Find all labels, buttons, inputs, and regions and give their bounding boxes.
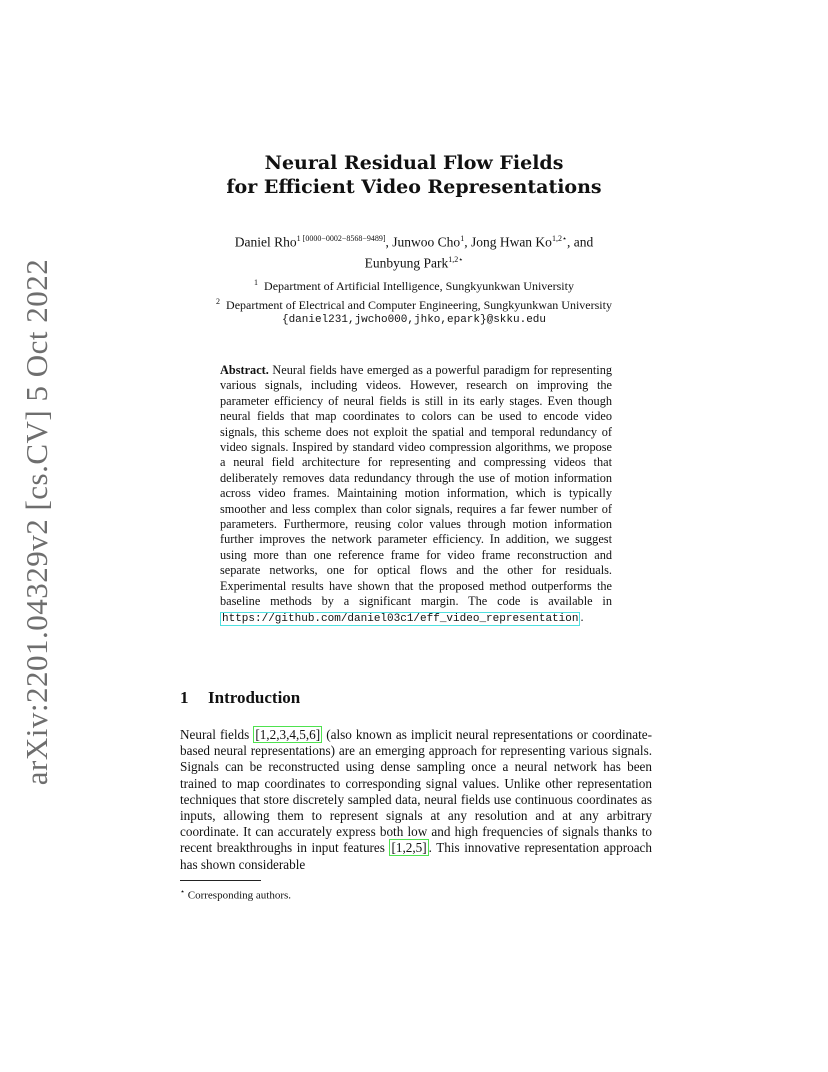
footnote-text: Corresponding authors. bbox=[185, 889, 292, 902]
intro-text: . This innovative representation approach has shown considerable bbox=[180, 840, 652, 872]
abstract bbox=[220, 363, 612, 627]
abstract-label: Abstract. bbox=[220, 363, 269, 377]
section-heading bbox=[180, 688, 300, 708]
citation-link[interactable]: [1,2,3,4,5,6] bbox=[255, 727, 321, 742]
footnote-rule bbox=[180, 880, 261, 881]
affiliation-1: Department of Artificial Intelligence, Sungkyunkwan University bbox=[264, 279, 574, 293]
author-name: Daniel Rho bbox=[234, 234, 297, 250]
footnote bbox=[180, 887, 291, 902]
citation-link[interactable]: [1,2,5] bbox=[391, 840, 427, 856]
intro-text: (also known as implicit neural representations or coordinate-based neural representations) are an emerging approach for representing various signals. Signals can be reconstructed using dense sampling once a neural network has been trained to map coordinates to corresponding signal values. Unlike other representation techniques that store discretely sampled data, neural fields use continuous coordinates as inputs, allowing them to represent signals at any resolution and at any arbitrary coordinate. It can accurately express both low and high frequencies of signals thanks to recent breakthroughs in input features bbox=[180, 727, 652, 856]
arxiv-identifier: arXiv:2201.04329v2 [cs.CV] 5 Oct 2022 bbox=[19, 258, 54, 786]
title-line-2: for Efficient Video Representations bbox=[226, 176, 602, 198]
author-superscript: 1 [0000−0002−8568−9489] bbox=[296, 234, 386, 243]
author-name: , Junwoo Cho bbox=[385, 234, 461, 250]
section-title: Introduction bbox=[208, 688, 301, 707]
author-superscript: 1 bbox=[460, 234, 465, 243]
author-list bbox=[0, 230, 828, 271]
affiliation-marker: 2 bbox=[216, 297, 221, 306]
abstract-text: Neural fields have emerged as a powerful paradigm for representing various signals, including videos. However, research on improving the parameter efficiency of neural fields is still in its early stages. Even though neural fields that map coordinates to colors can be used to encode video signals, this scheme does not exploit the spatial and temporal redundancy of video signals. Inspired by standard video compression algorithms, we propose a neural field architecture for representing and compressing videos that deliberately removes data redundancy through the use of motion information across video frames. Maintaining motion information, which is typically smoother and less complex than color signals, requires a far fewer number of parameters. Furthermore, reusing color values through motion information further improves the network parameter efficiency. In addition, we suggest using more than one reference frame for video frame reconstruction and separate networks, one for optical flows and the other for residuals. Experimental results have shown that the proposed method outperforms the baseline methods by a significant margin. The code is available in bbox=[220, 363, 612, 609]
author-conjunction: , and bbox=[566, 234, 594, 250]
intro-text: Neural fields bbox=[180, 727, 250, 742]
title-line-1: Neural Residual Flow Fields bbox=[264, 152, 564, 174]
email-address: {daniel231,jwcho000,jhko,epark}@skku.edu bbox=[281, 314, 547, 326]
author-superscript: 1,2⋆ bbox=[448, 254, 464, 264]
paper-title bbox=[0, 151, 828, 199]
arxiv-side-stamp bbox=[12, 258, 62, 786]
abstract-end: . bbox=[580, 609, 584, 624]
affiliation-marker: 1 bbox=[254, 278, 259, 287]
code-link[interactable]: https://github.com/daniel03c1/eff_video_representation bbox=[222, 612, 579, 625]
footnote-mark: ⋆ bbox=[180, 887, 186, 896]
section-number: 1 bbox=[180, 688, 189, 707]
author-name: , Jong Hwan Ko bbox=[464, 234, 552, 250]
affiliations bbox=[0, 275, 828, 328]
affiliation-2: Department of Electrical and Computer Engineering, Sungkyunkwan University bbox=[226, 298, 612, 312]
author-name: Eunbyung Park bbox=[364, 255, 449, 270]
intro-paragraph bbox=[180, 727, 652, 873]
author-superscript: 1,2⋆ bbox=[551, 234, 567, 243]
